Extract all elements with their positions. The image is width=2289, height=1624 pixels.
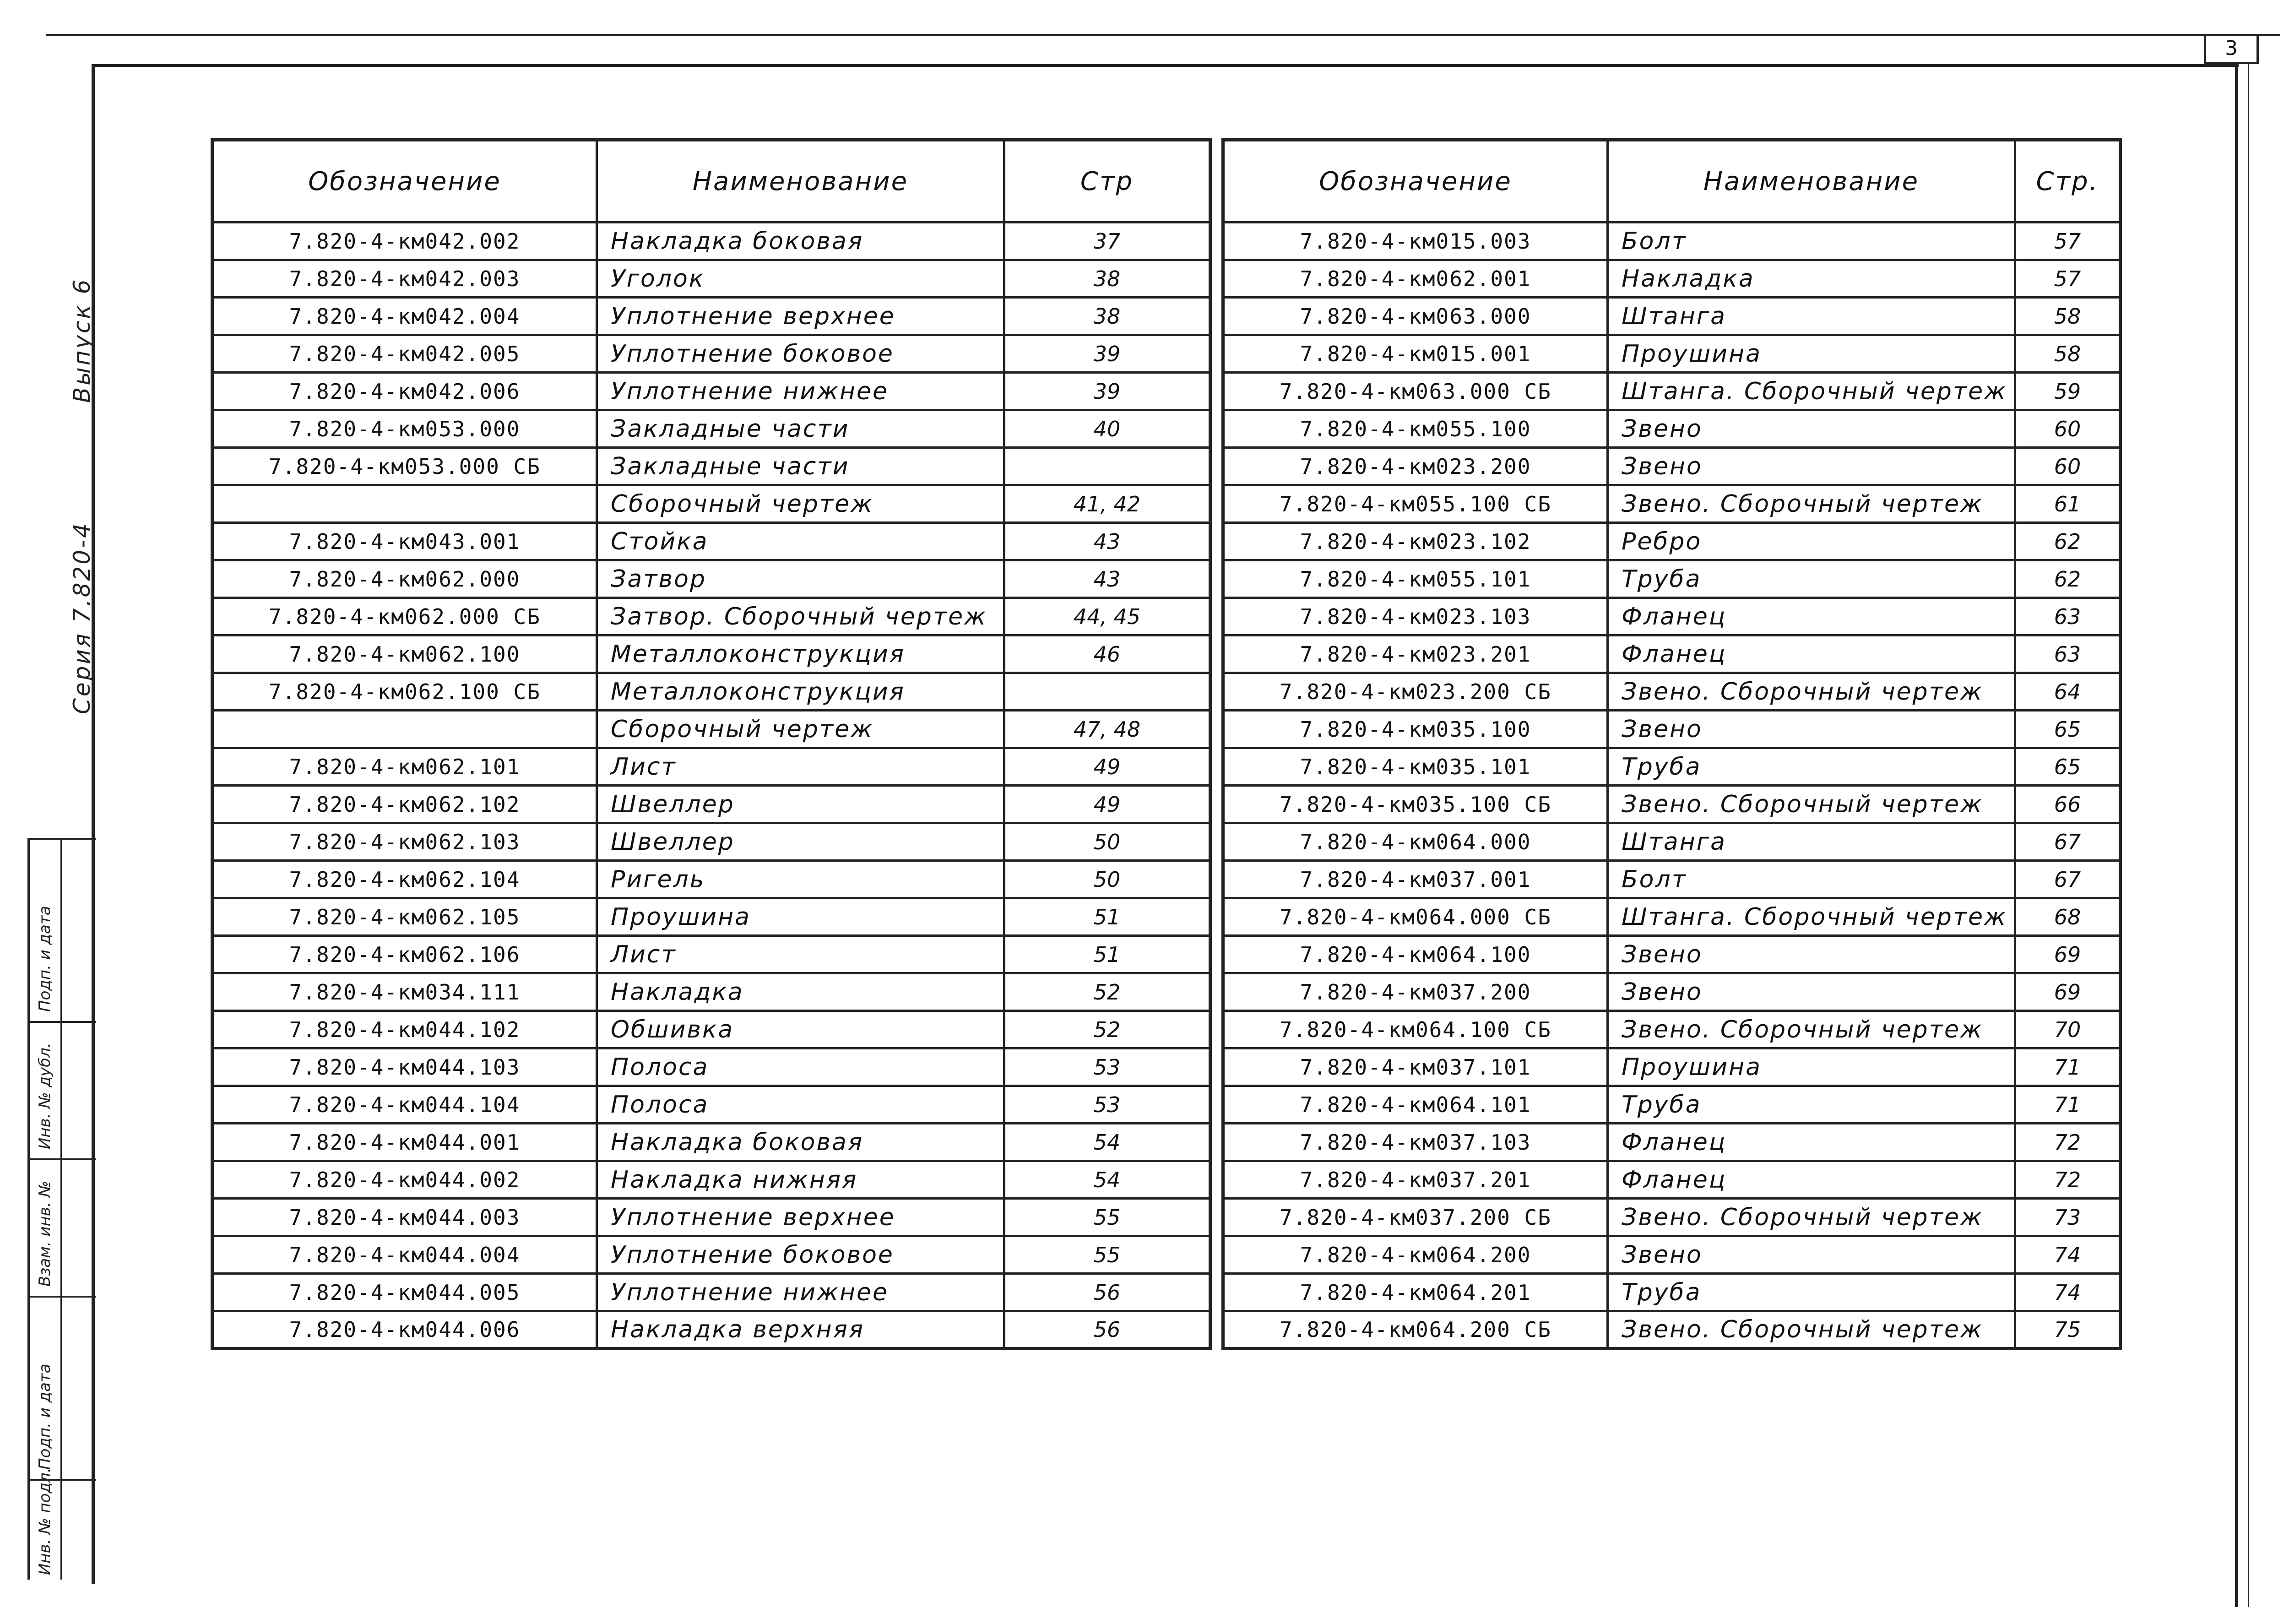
- designation-cell: 7.820-4-км063.000 СБ: [1223, 373, 1608, 410]
- name-cell: Проушина: [597, 898, 1004, 936]
- page-cell: 72: [2015, 1124, 2121, 1161]
- designation-cell: 7.820-4-км064.200: [1223, 1236, 1608, 1274]
- table-row: [1223, 598, 2121, 635]
- name-cell: Накладка боковая: [597, 1124, 1004, 1161]
- name-cell: Труба: [1608, 560, 2015, 598]
- table-header-row: [1223, 140, 2121, 223]
- table-row: [212, 1011, 1210, 1048]
- designation-cell: 7.820-4-км062.100: [212, 635, 597, 673]
- designation-cell: 7.820-4-км053.000: [212, 410, 597, 448]
- page-cell: 62: [2015, 560, 2121, 598]
- issue-label: Выпуск 6: [69, 277, 95, 403]
- page-cell: 57: [2015, 260, 2121, 298]
- name-cell: Звено. Сборочный чертеж: [1608, 1011, 2015, 1048]
- name-cell: Болт: [1608, 861, 2015, 898]
- name-cell: Проушина: [1608, 335, 2015, 373]
- designation-cell: 7.820-4-км042.005: [212, 335, 597, 373]
- page-cell: 43: [1004, 560, 1210, 598]
- designation-cell: 7.820-4-км023.103: [1223, 598, 1608, 635]
- name-cell: Фланец: [1608, 635, 2015, 673]
- table-row: [212, 635, 1210, 673]
- page-cell: 39: [1004, 335, 1210, 373]
- stamp-divider: [27, 1158, 96, 1160]
- page-cell: 71: [2015, 1086, 2121, 1124]
- name-cell: Металлоконструкция: [597, 635, 1004, 673]
- page-cell: 51: [1004, 898, 1210, 936]
- name-cell: Звено. Сборочный чертеж: [1608, 485, 2015, 523]
- stamp-inner-line: [60, 838, 62, 1580]
- table-row: [212, 410, 1210, 448]
- name-cell: Труба: [1608, 748, 2015, 786]
- page-cell: 54: [1004, 1161, 1210, 1199]
- table-row: [212, 898, 1210, 936]
- table-row: [1223, 335, 2121, 373]
- table-row: [1223, 523, 2121, 560]
- page-cell: 60: [2015, 410, 2121, 448]
- table-row: [212, 335, 1210, 373]
- page-cell: 65: [2015, 711, 2121, 748]
- designation-cell: 7.820-4-км062.105: [212, 898, 597, 936]
- page-cell: 37: [1004, 223, 1210, 260]
- name-cell: Уплотнение верхнее: [597, 298, 1004, 335]
- name-cell: Фланец: [1608, 1161, 2015, 1199]
- name-cell: Звено: [1608, 1236, 2015, 1274]
- name-cell: Звено. Сборочный чертеж: [1608, 1311, 2015, 1349]
- designation-cell: 7.820-4-км035.100 СБ: [1223, 786, 1608, 823]
- page-cell: 40: [1004, 410, 1210, 448]
- page-cell: 43: [1004, 523, 1210, 560]
- designation-cell: 7.820-4-км042.004: [212, 298, 597, 335]
- page-cell: 50: [1004, 861, 1210, 898]
- name-cell: Швеллер: [597, 786, 1004, 823]
- header-designation: Обозначение: [1223, 140, 1608, 223]
- table-row: [1223, 298, 2121, 335]
- table-row: [212, 298, 1210, 335]
- table-row: [1223, 711, 2121, 748]
- table-header-row: [212, 140, 1210, 223]
- table-row: [212, 560, 1210, 598]
- name-cell: Накладка боковая: [597, 223, 1004, 260]
- designation-cell: 7.820-4-км064.100: [1223, 936, 1608, 973]
- designation-cell: 7.820-4-км023.102: [1223, 523, 1608, 560]
- name-cell: Звено: [1608, 410, 2015, 448]
- page-cell: 56: [1004, 1274, 1210, 1311]
- name-cell: Ребро: [1608, 523, 2015, 560]
- name-cell: Проушина: [1608, 1048, 2015, 1086]
- frame-right-border: [2235, 64, 2238, 1607]
- designation-cell: 7.820-4-км062.101: [212, 748, 597, 786]
- page-cell: 56: [1004, 1311, 1210, 1349]
- designation-cell: 7.820-4-км044.103: [212, 1048, 597, 1086]
- page-cell: 59: [2015, 373, 2121, 410]
- designation-cell: 7.820-4-км064.100 СБ: [1223, 1011, 1608, 1048]
- page-cell: 47, 48: [1004, 711, 1210, 748]
- designation-cell: 7.820-4-км064.000: [1223, 823, 1608, 861]
- header-name: Наименование: [597, 140, 1004, 223]
- name-cell: Труба: [1608, 1274, 2015, 1311]
- table-row: [1223, 260, 2121, 298]
- page-cell: 63: [2015, 635, 2121, 673]
- page-cell: 75: [2015, 1311, 2121, 1349]
- name-cell: Фланец: [1608, 1124, 2015, 1161]
- page-cell: 41, 42: [1004, 485, 1210, 523]
- designation-cell: 7.820-4-км044.003: [212, 1199, 597, 1236]
- page-cell: 69: [2015, 936, 2121, 973]
- name-cell: Швеллер: [597, 823, 1004, 861]
- name-cell: Уплотнение нижнее: [597, 373, 1004, 410]
- designation-cell: 7.820-4-км023.200: [1223, 448, 1608, 485]
- table-row: [1223, 1048, 2121, 1086]
- table-row: [212, 260, 1210, 298]
- name-cell: Звено: [1608, 448, 2015, 485]
- header-page: Стр.: [2015, 140, 2121, 223]
- table-row: [1223, 1199, 2121, 1236]
- page-cell: [1004, 448, 1210, 485]
- table-row: [1223, 861, 2121, 898]
- table-row: [212, 523, 1210, 560]
- designation-cell: 7.820-4-км062.106: [212, 936, 597, 973]
- designation-cell: 7.820-4-км044.001: [212, 1124, 597, 1161]
- designation-cell: 7.820-4-км062.000: [212, 560, 597, 598]
- table-row: [1223, 973, 2121, 1011]
- designation-cell: 7.820-4-км055.100: [1223, 410, 1608, 448]
- page-cell: 39: [1004, 373, 1210, 410]
- table-row: [212, 1274, 1210, 1311]
- table-row: [1223, 1124, 2121, 1161]
- table-row: [1223, 1161, 2121, 1199]
- designation-cell: 7.820-4-км044.104: [212, 1086, 597, 1124]
- designation-cell: 7.820-4-км064.000 СБ: [1223, 898, 1608, 936]
- page-cell: 66: [2015, 786, 2121, 823]
- table-row: [1223, 748, 2121, 786]
- table-row: [212, 973, 1210, 1011]
- designation-cell: 7.820-4-км015.001: [1223, 335, 1608, 373]
- page-cell: 52: [1004, 1011, 1210, 1048]
- stamp-label: Взам. инв. №: [36, 1181, 54, 1287]
- page-cell: 53: [1004, 1048, 1210, 1086]
- designation-cell: 7.820-4-км044.006: [212, 1311, 597, 1349]
- table-row: [212, 1199, 1210, 1236]
- approval-stamp: [27, 838, 96, 1580]
- page-cell: 53: [1004, 1086, 1210, 1124]
- designation-cell: 7.820-4-км042.003: [212, 260, 597, 298]
- page-cell: 52: [1004, 973, 1210, 1011]
- designation-cell: 7.820-4-км035.101: [1223, 748, 1608, 786]
- page-cell: 57: [2015, 223, 2121, 260]
- name-cell: Закладные части: [597, 448, 1004, 485]
- table-row: [212, 861, 1210, 898]
- designation-cell: 7.820-4-км023.201: [1223, 635, 1608, 673]
- table-row: [212, 1086, 1210, 1124]
- table-row: [1223, 635, 2121, 673]
- name-cell: Обшивка: [597, 1011, 1004, 1048]
- page-cell: 60: [2015, 448, 2121, 485]
- name-cell: Болт: [1608, 223, 2015, 260]
- page-cell: 51: [1004, 936, 1210, 973]
- stamp-label: Подп. и дата: [36, 906, 54, 1012]
- table-row: [212, 223, 1210, 260]
- page-cell: 38: [1004, 260, 1210, 298]
- name-cell: Штанга. Сборочный чертеж: [1608, 373, 2015, 410]
- name-cell: Звено. Сборочный чертеж: [1608, 786, 2015, 823]
- table-row: [212, 1048, 1210, 1086]
- name-cell: Труба: [1608, 1086, 2015, 1124]
- designation-cell: 7.820-4-км042.002: [212, 223, 597, 260]
- table-row: [212, 748, 1210, 786]
- designation-cell: 7.820-4-км035.100: [1223, 711, 1608, 748]
- table-row: [1223, 898, 2121, 936]
- series-label: Серия 7.820-4: [69, 521, 95, 714]
- table-row: [212, 598, 1210, 635]
- name-cell: Уголок: [597, 260, 1004, 298]
- designation-cell: 7.820-4-км037.201: [1223, 1161, 1608, 1199]
- name-cell: Полоса: [597, 1048, 1004, 1086]
- page-cell: 67: [2015, 861, 2121, 898]
- designation-cell: 7.820-4-км055.101: [1223, 560, 1608, 598]
- table-row: [212, 711, 1210, 748]
- designation-cell: 7.820-4-км062.100 СБ: [212, 673, 597, 711]
- name-cell: Накладка: [1608, 260, 2015, 298]
- name-cell: Уплотнение верхнее: [597, 1199, 1004, 1236]
- table-row: [212, 1236, 1210, 1274]
- table-row: [1223, 823, 2121, 861]
- table-row: [1223, 448, 2121, 485]
- page-cell: 58: [2015, 335, 2121, 373]
- name-cell: Накладка нижняя: [597, 1161, 1004, 1199]
- table-row: [1223, 936, 2121, 973]
- page-cell: 58: [2015, 298, 2121, 335]
- name-cell: Штанга: [1608, 823, 2015, 861]
- page-cell: 72: [2015, 1161, 2121, 1199]
- page-cell: 70: [2015, 1011, 2121, 1048]
- name-cell: Стойка: [597, 523, 1004, 560]
- designation-cell: 7.820-4-км043.001: [212, 523, 597, 560]
- table-row: [1223, 373, 2121, 410]
- frame-top-border: [92, 64, 2239, 67]
- name-cell: Звено. Сборочный чертеж: [1608, 1199, 2015, 1236]
- designation-cell: 7.820-4-км037.200: [1223, 973, 1608, 1011]
- page-cell: 61: [2015, 485, 2121, 523]
- name-cell: Сборочный чертеж: [597, 711, 1004, 748]
- designation-cell: [212, 711, 597, 748]
- designation-cell: 7.820-4-км062.104: [212, 861, 597, 898]
- table-row: [1223, 1086, 2121, 1124]
- stamp-label: Инв. № дубл.: [36, 1043, 54, 1149]
- header-name: Наименование: [1608, 140, 2015, 223]
- designation-cell: 7.820-4-км037.001: [1223, 861, 1608, 898]
- designation-cell: 7.820-4-км064.200 СБ: [1223, 1311, 1608, 1349]
- designation-cell: 7.820-4-км062.001: [1223, 260, 1608, 298]
- page-cell: 44, 45: [1004, 598, 1210, 635]
- stamp-divider: [27, 1296, 96, 1298]
- table-row: [212, 936, 1210, 973]
- designation-cell: 7.820-4-км044.004: [212, 1236, 597, 1274]
- table-row: [1223, 223, 2121, 260]
- name-cell: Штанга. Сборочный чертеж: [1608, 898, 2015, 936]
- name-cell: Звено. Сборочный чертеж: [1608, 673, 2015, 711]
- stamp-divider: [27, 838, 96, 840]
- page-cell: 73: [2015, 1199, 2121, 1236]
- table-row: [1223, 1274, 2121, 1311]
- page-cell: 55: [1004, 1236, 1210, 1274]
- stamp-outer-line: [27, 838, 30, 1580]
- stamp-divider: [27, 1021, 96, 1023]
- table-row: [212, 823, 1210, 861]
- designation-cell: 7.820-4-км037.200 СБ: [1223, 1199, 1608, 1236]
- page-cell: 71: [2015, 1048, 2121, 1086]
- designation-cell: 7.820-4-км055.100 СБ: [1223, 485, 1608, 523]
- page-cell: 65: [2015, 748, 2121, 786]
- designation-cell: 7.820-4-км023.200 СБ: [1223, 673, 1608, 711]
- table-row: [212, 485, 1210, 523]
- table-row: [212, 448, 1210, 485]
- page-cell: 67: [2015, 823, 2121, 861]
- designation-cell: 7.820-4-км042.006: [212, 373, 597, 410]
- designation-cell: 7.820-4-км062.000 СБ: [212, 598, 597, 635]
- table-row: [212, 786, 1210, 823]
- designation-cell: 7.820-4-км037.101: [1223, 1048, 1608, 1086]
- page-cell: 46: [1004, 635, 1210, 673]
- designation-cell: 7.820-4-км053.000 СБ: [212, 448, 597, 485]
- page-cell: 49: [1004, 786, 1210, 823]
- page-cell: 38: [1004, 298, 1210, 335]
- page-cell: 74: [2015, 1236, 2121, 1274]
- sheet-number: 3: [2204, 36, 2259, 64]
- name-cell: Затвор: [597, 560, 1004, 598]
- name-cell: Накладка верхняя: [597, 1311, 1004, 1349]
- table-row: [212, 1124, 1210, 1161]
- name-cell: Закладные части: [597, 410, 1004, 448]
- designation-cell: 7.820-4-км044.005: [212, 1274, 597, 1311]
- table-row: [1223, 1311, 2121, 1349]
- table-row: [212, 1311, 1210, 1349]
- designation-cell: 7.820-4-км064.201: [1223, 1274, 1608, 1311]
- table-row: [1223, 560, 2121, 598]
- table-row: [1223, 410, 2121, 448]
- specification-table-right: [1221, 138, 2122, 1350]
- name-cell: Лист: [597, 936, 1004, 973]
- table-row: [1223, 673, 2121, 711]
- name-cell: Лист: [597, 748, 1004, 786]
- page-cell: 63: [2015, 598, 2121, 635]
- name-cell: Затвор. Сборочный чертеж: [597, 598, 1004, 635]
- page-cell: 54: [1004, 1124, 1210, 1161]
- table-row: [212, 373, 1210, 410]
- page-cell: [1004, 673, 1210, 711]
- table-row: [1223, 1011, 2121, 1048]
- designation-cell: 7.820-4-км015.003: [1223, 223, 1608, 260]
- page-cell: 69: [2015, 973, 2121, 1011]
- name-cell: Уплотнение боковое: [597, 335, 1004, 373]
- table-row: [212, 673, 1210, 711]
- name-cell: Уплотнение боковое: [597, 1236, 1004, 1274]
- name-cell: Звено: [1608, 973, 2015, 1011]
- name-cell: Металлоконструкция: [597, 673, 1004, 711]
- page-cell: 62: [2015, 523, 2121, 560]
- designation-cell: 7.820-4-км064.101: [1223, 1086, 1608, 1124]
- name-cell: Накладка: [597, 973, 1004, 1011]
- sheet-top-border: [46, 34, 2280, 36]
- page-cell: 74: [2015, 1274, 2121, 1311]
- designation-cell: 7.820-4-км062.102: [212, 786, 597, 823]
- designation-cell: [212, 485, 597, 523]
- name-cell: Ригель: [597, 861, 1004, 898]
- designation-cell: 7.820-4-км044.002: [212, 1161, 597, 1199]
- name-cell: Сборочный чертеж: [597, 485, 1004, 523]
- frame-right-border-thin: [2248, 64, 2249, 1607]
- table-row: [212, 1161, 1210, 1199]
- page-cell: 55: [1004, 1199, 1210, 1236]
- name-cell: Звено: [1608, 936, 2015, 973]
- designation-cell: 7.820-4-км034.111: [212, 973, 597, 1011]
- table-row: [1223, 786, 2121, 823]
- stamp-label: Инв. № подл.: [36, 1467, 54, 1575]
- specification-table-left: [211, 138, 1212, 1350]
- name-cell: Штанга: [1608, 298, 2015, 335]
- name-cell: Фланец: [1608, 598, 2015, 635]
- designation-cell: 7.820-4-км044.102: [212, 1011, 597, 1048]
- table-row: [1223, 485, 2121, 523]
- designation-cell: 7.820-4-км062.103: [212, 823, 597, 861]
- header-page: Стр: [1004, 140, 1210, 223]
- header-designation: Обозначение: [212, 140, 597, 223]
- name-cell: Звено: [1608, 711, 2015, 748]
- stamp-label: Подп. и дата: [36, 1363, 54, 1470]
- designation-cell: 7.820-4-км063.000: [1223, 298, 1608, 335]
- page-cell: 64: [2015, 673, 2121, 711]
- page-cell: 49: [1004, 748, 1210, 786]
- page-cell: 50: [1004, 823, 1210, 861]
- table-row: [1223, 1236, 2121, 1274]
- name-cell: Уплотнение нижнее: [597, 1274, 1004, 1311]
- page-cell: 68: [2015, 898, 2121, 936]
- name-cell: Полоса: [597, 1086, 1004, 1124]
- designation-cell: 7.820-4-км037.103: [1223, 1124, 1608, 1161]
